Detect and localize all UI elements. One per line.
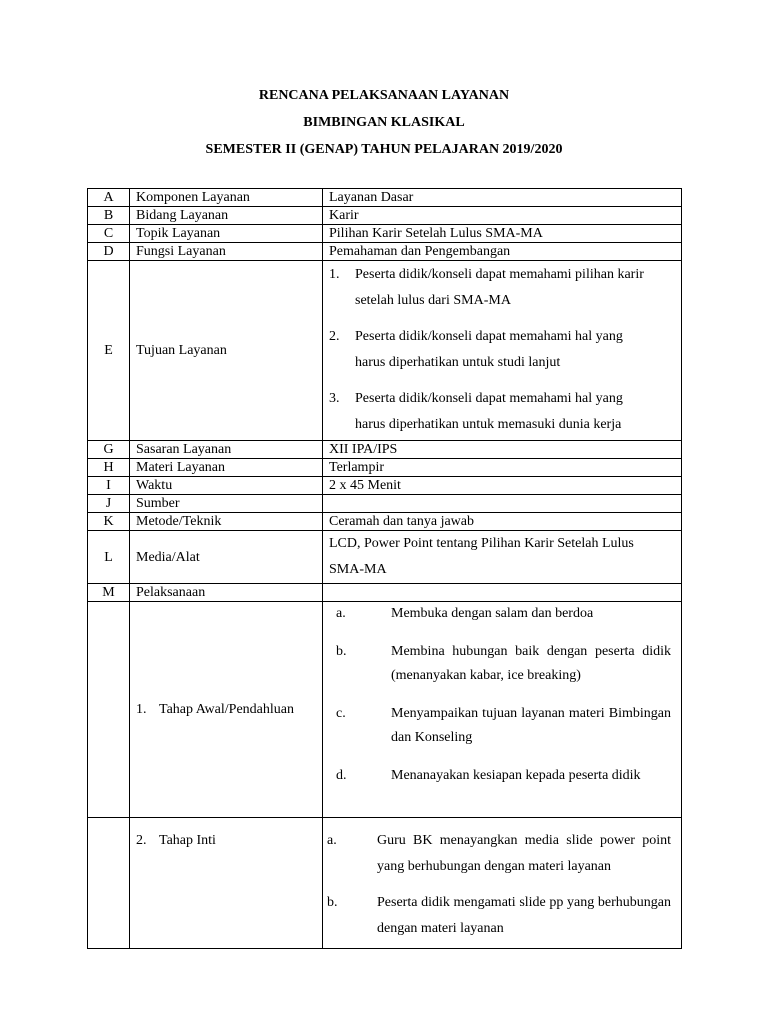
list-number: c. — [336, 706, 346, 721]
row-code: I — [88, 477, 130, 495]
media-text: SMA-MA — [329, 562, 387, 577]
row-i — [88, 477, 682, 495]
list-item — [336, 602, 671, 626]
list-item — [327, 890, 671, 942]
row-value — [323, 818, 682, 949]
row-value: XII IPA/IPS — [323, 441, 682, 459]
row-e — [88, 261, 682, 441]
row-tahap-inti — [88, 818, 682, 949]
row-label: Sasaran Layanan — [130, 441, 323, 459]
row-c — [88, 225, 682, 243]
list-number: 2. — [329, 329, 340, 344]
row-value — [323, 261, 682, 441]
row-value — [323, 531, 682, 584]
row-k — [88, 513, 682, 531]
list-text: Membuka dengan salam dan berdoa — [391, 606, 594, 621]
list-number: d. — [336, 768, 347, 783]
row-value: Karir — [323, 207, 682, 225]
list-text: harus diperhatikan untuk memasuki dunia kerja — [355, 417, 622, 432]
row-label: Topik Layanan — [130, 225, 323, 243]
stage-label — [136, 701, 322, 718]
tujuan-list — [329, 262, 681, 438]
row-label: Pelaksanaan — [130, 584, 323, 602]
list-text: Guru BK menayangkan media slide power point yang berhubungan dengan materi layanan — [377, 833, 671, 874]
list-text: Peserta didik/konseli dapat memahami hal yang — [355, 391, 623, 406]
row-value: Terlampir — [323, 459, 682, 477]
list-number: 1. — [329, 267, 340, 282]
list-number: a. — [327, 833, 337, 848]
row-value: Layanan Dasar — [323, 189, 682, 207]
list-item — [329, 386, 681, 438]
row-label — [130, 602, 323, 818]
row-value: Pemahaman dan Pengembangan — [323, 243, 682, 261]
list-number: 3. — [329, 391, 340, 406]
row-code: L — [88, 531, 130, 584]
list-text: Peserta didik mengamati slide pp yang berhubungan dengan materi layanan — [377, 895, 671, 936]
row-m — [88, 584, 682, 602]
row-value — [323, 495, 682, 513]
row-d — [88, 243, 682, 261]
row-j — [88, 495, 682, 513]
row-code: K — [88, 513, 130, 531]
row-value — [323, 602, 682, 818]
row-value — [323, 584, 682, 602]
row-b — [88, 207, 682, 225]
row-label — [130, 818, 323, 949]
row-tahap-awal — [88, 602, 682, 818]
row-code: J — [88, 495, 130, 513]
row-code — [88, 818, 130, 949]
list-text: Peserta didik/konseli dapat memahami pilihan karir — [355, 267, 644, 282]
stage-number: 1. — [136, 702, 147, 717]
list-number: b. — [327, 895, 338, 910]
list-item — [329, 324, 681, 376]
title-line-2: BIMBINGAN KLASIKAL — [303, 115, 465, 130]
row-label: Metode/Teknik — [130, 513, 323, 531]
row-code: B — [88, 207, 130, 225]
list-text: Peserta didik/konseli dapat memahami hal yang — [355, 329, 623, 344]
list-number: a. — [336, 606, 346, 621]
row-code: C — [88, 225, 130, 243]
tahap-inti-list — [323, 828, 681, 942]
row-value: Pilihan Karir Setelah Lulus SMA-MA — [323, 225, 682, 243]
row-value: Ceramah dan tanya jawab — [323, 513, 682, 531]
list-text: Menanayakan kesiapan kepada peserta didik — [391, 768, 641, 783]
row-label: Sumber — [130, 495, 323, 513]
stage-number: 2. — [136, 833, 147, 848]
row-label: Bidang Layanan — [130, 207, 323, 225]
row-h — [88, 459, 682, 477]
row-g — [88, 441, 682, 459]
list-item — [327, 828, 671, 880]
rpl-table — [87, 188, 682, 949]
list-item — [336, 764, 671, 788]
row-label: Komponen Layanan — [130, 189, 323, 207]
row-code: E — [88, 261, 130, 441]
row-label: Fungsi Layanan — [130, 243, 323, 261]
row-code: H — [88, 459, 130, 477]
list-text: harus diperhatikan untuk studi lanjut — [355, 355, 561, 370]
row-code: G — [88, 441, 130, 459]
stage-label — [136, 832, 322, 849]
row-l — [88, 531, 682, 584]
list-item — [329, 262, 681, 314]
row-a — [88, 189, 682, 207]
document-title — [0, 86, 768, 167]
row-label: Waktu — [130, 477, 323, 495]
row-label: Media/Alat — [130, 531, 323, 584]
row-code: M — [88, 584, 130, 602]
tahap-awal-list — [323, 602, 681, 788]
list-number: b. — [336, 644, 347, 659]
row-code: D — [88, 243, 130, 261]
list-text: Membina hubungan baik dengan peserta didik (menanyakan kabar, ice breaking) — [391, 644, 671, 683]
list-item — [336, 640, 671, 688]
list-text: Menyampaikan tujuan layanan materi Bimbingan dan Konseling — [391, 706, 671, 745]
row-label: Tujuan Layanan — [130, 261, 323, 441]
media-text: LCD, Power Point tentang Pilihan Karir Setelah Lulus — [329, 536, 634, 551]
stage-text: Tahap Inti — [159, 833, 216, 848]
list-item — [336, 702, 671, 750]
row-value: 2 x 45 Menit — [323, 477, 682, 495]
row-label: Materi Layanan — [130, 459, 323, 477]
stage-text: Tahap Awal/Pendahluan — [159, 702, 294, 717]
title-line-3: SEMESTER II (GENAP) TAHUN PELAJARAN 2019/2020 — [205, 142, 563, 157]
row-code — [88, 602, 130, 818]
title-line-1: RENCANA PELAKSANAAN LAYANAN — [258, 88, 510, 103]
row-code: A — [88, 189, 130, 207]
list-text: setelah lulus dari SMA-MA — [355, 293, 511, 308]
